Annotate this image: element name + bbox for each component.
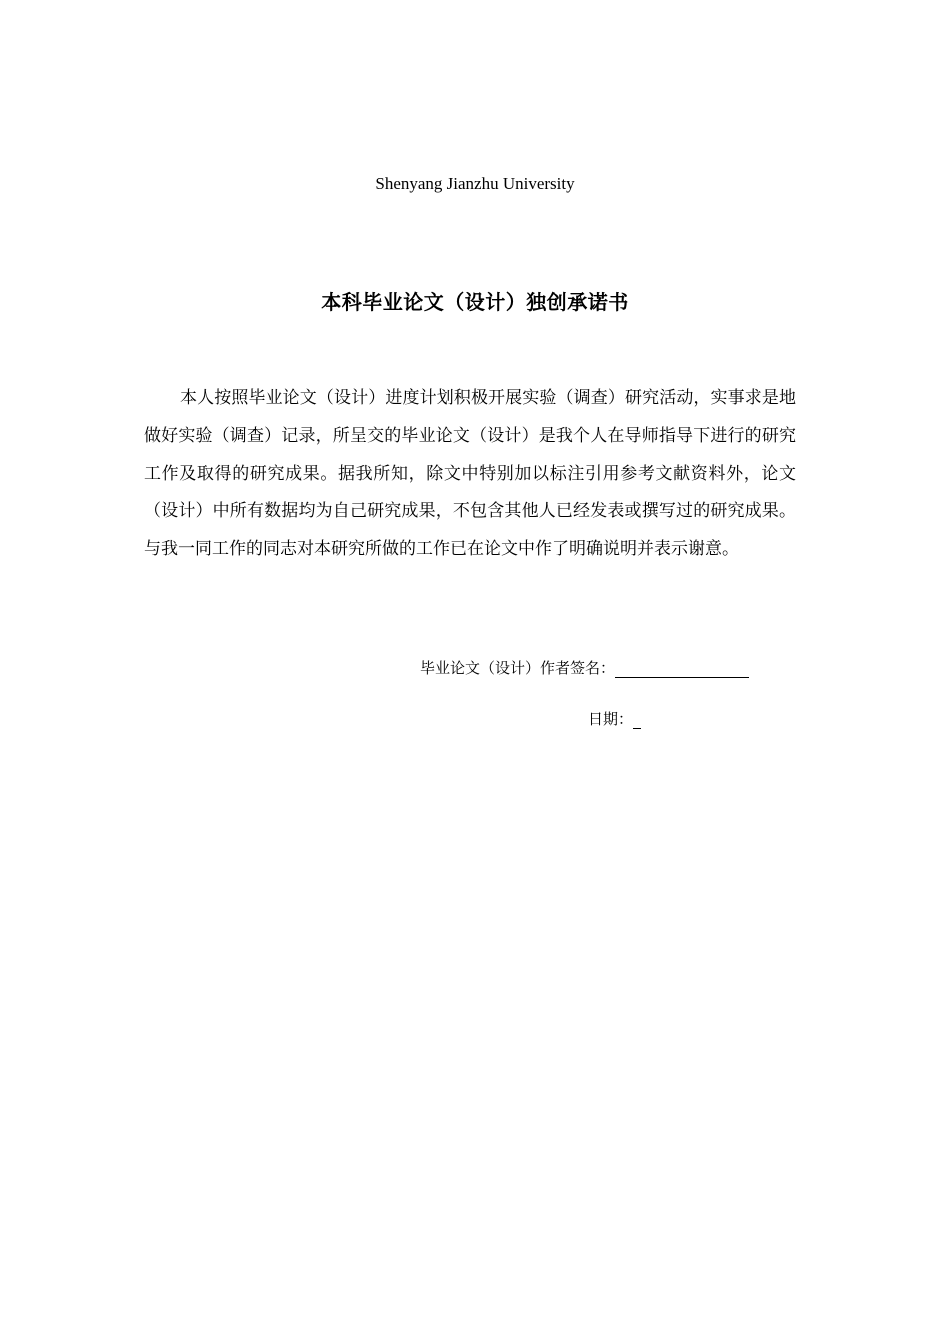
pledge-paragraph: 本人按照毕业论文（设计）进度计划积极开展实验（调查）研究活动，实事求是地做好实验（调查）记录，所呈交的毕业论文（设计）是我个人在导师指导下进行的研究工作及取得的研究成果。据我所知，除文中特别加以标注引用参考文献资料外，论文（设计）中所有数据均为自己研究成果，不包含其他人已经发表或撰写过的研究成果。与我一同工作的同志对本研究所做的工作已在论文中作了明确说明并表示谢意。 [144, 388, 796, 560]
document-title: 本科毕业论文（设计）独创承诺书 [321, 290, 629, 314]
signature-row [420, 657, 749, 678]
university-name: Shenyang Jianzhu University [375, 174, 575, 193]
date-row [588, 708, 641, 729]
date-label: 日期： [588, 710, 634, 728]
signature-label: 毕业论文（设计）作者签名： [420, 659, 616, 677]
date-line [633, 712, 641, 729]
signature-line [615, 661, 749, 678]
